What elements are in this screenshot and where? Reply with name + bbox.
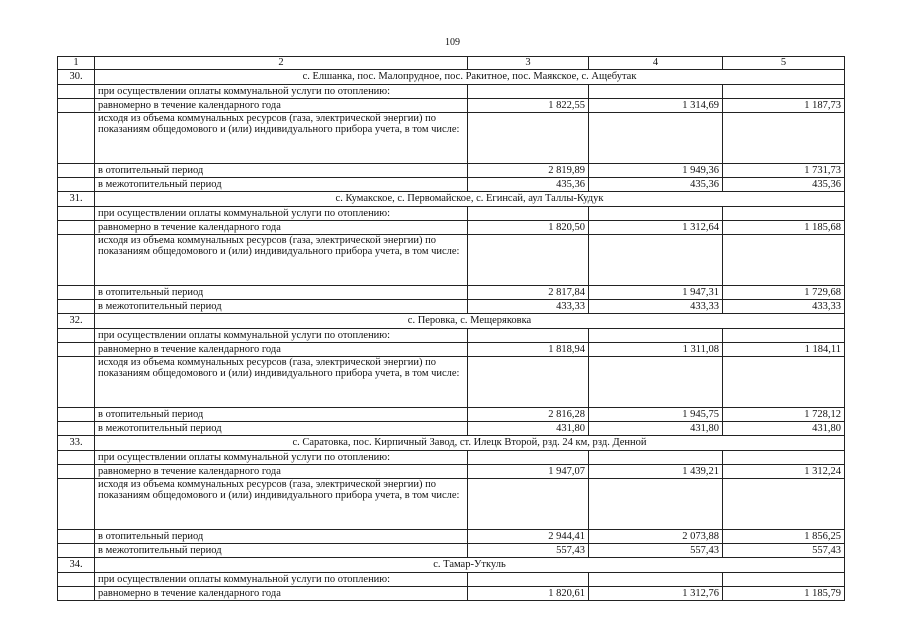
empty-cell (58, 220, 95, 234)
row-label: в отопительный период (95, 529, 468, 543)
section-header-row (58, 313, 845, 328)
empty-cell (723, 234, 845, 285)
empty-cell (723, 478, 845, 529)
value-cell-col5: 1 731,73 (723, 163, 845, 177)
empty-cell (58, 84, 95, 98)
value-cell-col4: 1 439,21 (589, 464, 723, 478)
section-locality: с. Тамар-Уткуль (95, 557, 845, 572)
value-cell-col5: 1 185,68 (723, 220, 845, 234)
empty-cell (589, 234, 723, 285)
value-cell-col5: 1 729,68 (723, 285, 845, 299)
section-locality: с. Саратовка, пос. Кирпичный Завод, ст. Илецк Второй, рзд. 24 км, рзд. Денной (95, 435, 845, 450)
heating-period-row (58, 285, 845, 299)
section-number: 30. (58, 69, 95, 84)
value-cell-col3: 1 820,50 (468, 220, 589, 234)
empty-cell (58, 450, 95, 464)
value-cell-col5: 1 187,73 (723, 98, 845, 112)
empty-cell (58, 342, 95, 356)
row-label: исходя из объема коммунальных ресурсов (газа, электрической энергии) по показаниям общедомового и (или) индивидуального прибора учета, в том числе: (95, 234, 468, 285)
value-cell-col4: 2 073,88 (589, 529, 723, 543)
empty-cell (723, 206, 845, 220)
value-cell-col5: 1 184,11 (723, 342, 845, 356)
section-number: 33. (58, 435, 95, 450)
row-label: равномерно в течение календарного года (95, 220, 468, 234)
empty-cell (723, 328, 845, 342)
section-locality: с. Елшанка, пос. Малопрудное, пос. Ракитное, пос. Маякское, с. Ащебутак (95, 69, 845, 84)
uniform-row (58, 464, 845, 478)
off-season-row (58, 299, 845, 313)
empty-cell (589, 84, 723, 98)
empty-cell (723, 450, 845, 464)
row-label: в отопительный период (95, 407, 468, 421)
value-cell-col4: 431,80 (589, 421, 723, 435)
empty-cell (58, 572, 95, 586)
section-header-row (58, 557, 845, 572)
value-cell-col5: 435,36 (723, 177, 845, 191)
empty-cell (58, 299, 95, 313)
value-cell-col3: 433,33 (468, 299, 589, 313)
uniform-row (58, 220, 845, 234)
value-cell-col4: 433,33 (589, 299, 723, 313)
heading-row (58, 206, 845, 220)
value-cell-col3: 1 822,55 (468, 98, 589, 112)
column-header: 1 (58, 57, 95, 70)
empty-cell (58, 234, 95, 285)
heading-row (58, 450, 845, 464)
row-label: при осуществлении оплаты коммунальной услуги по отоплению: (95, 84, 468, 98)
value-cell-col4: 557,43 (589, 543, 723, 557)
heading-row (58, 84, 845, 98)
empty-cell (723, 572, 845, 586)
empty-cell (58, 586, 95, 600)
value-cell-col3: 1 947,07 (468, 464, 589, 478)
value-cell-col3: 431,80 (468, 421, 589, 435)
row-label: при осуществлении оплаты коммунальной услуги по отоплению: (95, 572, 468, 586)
empty-cell (58, 177, 95, 191)
empty-cell (589, 356, 723, 407)
value-cell-col5: 433,33 (723, 299, 845, 313)
empty-cell (58, 478, 95, 529)
empty-cell (58, 464, 95, 478)
empty-cell (468, 328, 589, 342)
empty-cell (58, 543, 95, 557)
row-label: равномерно в течение календарного года (95, 464, 468, 478)
consumption-row (58, 478, 845, 529)
empty-cell (468, 356, 589, 407)
empty-cell (468, 572, 589, 586)
row-label: в межотопительный период (95, 177, 468, 191)
empty-cell (58, 328, 95, 342)
row-label: в межотопительный период (95, 543, 468, 557)
empty-cell (58, 98, 95, 112)
empty-cell (723, 84, 845, 98)
empty-cell (58, 112, 95, 163)
row-label: в отопительный период (95, 285, 468, 299)
row-label: в отопительный период (95, 163, 468, 177)
row-label: при осуществлении оплаты коммунальной услуги по отоплению: (95, 206, 468, 220)
column-header: 4 (589, 57, 723, 70)
empty-cell (589, 572, 723, 586)
empty-cell (589, 112, 723, 163)
heating-period-row (58, 529, 845, 543)
column-header-row (58, 57, 845, 70)
consumption-row (58, 234, 845, 285)
value-cell-col3: 1 818,94 (468, 342, 589, 356)
value-cell-col3: 2 817,84 (468, 285, 589, 299)
row-label: исходя из объема коммунальных ресурсов (газа, электрической энергии) по показаниям общедомового и (или) индивидуального прибора учета, в том числе: (95, 356, 468, 407)
value-cell-col5: 431,80 (723, 421, 845, 435)
heading-row (58, 328, 845, 342)
section-number: 31. (58, 191, 95, 206)
value-cell-col4: 1 947,31 (589, 285, 723, 299)
value-cell-col5: 1 312,24 (723, 464, 845, 478)
section-locality: с. Кумакское, с. Первомайское, с. Егинсай, аул Таллы-Кудук (95, 191, 845, 206)
empty-cell (58, 206, 95, 220)
value-cell-col5: 1 728,12 (723, 407, 845, 421)
section-number: 34. (58, 557, 95, 572)
off-season-row (58, 543, 845, 557)
section-header-row (58, 435, 845, 450)
value-cell-col5: 1 856,25 (723, 529, 845, 543)
heading-row (58, 572, 845, 586)
tariff-table (57, 56, 845, 601)
value-cell-col3: 2 816,28 (468, 407, 589, 421)
value-cell-col4: 1 945,75 (589, 407, 723, 421)
value-cell-col4: 1 949,36 (589, 163, 723, 177)
uniform-row (58, 342, 845, 356)
empty-cell (58, 285, 95, 299)
uniform-row (58, 586, 845, 600)
value-cell-col5: 1 185,79 (723, 586, 845, 600)
column-header: 3 (468, 57, 589, 70)
value-cell-col5: 557,43 (723, 543, 845, 557)
empty-cell (468, 112, 589, 163)
row-label: исходя из объема коммунальных ресурсов (газа, электрической энергии) по показаниям общедомового и (или) индивидуального прибора учета, в том числе: (95, 112, 468, 163)
row-label: равномерно в течение календарного года (95, 342, 468, 356)
value-cell-col4: 1 314,69 (589, 98, 723, 112)
heating-period-row (58, 163, 845, 177)
value-cell-col4: 435,36 (589, 177, 723, 191)
section-header-row (58, 191, 845, 206)
tariff-table-body (58, 57, 845, 601)
section-locality: с. Перовка, с. Мещеряковка (95, 313, 845, 328)
empty-cell (468, 206, 589, 220)
empty-cell (589, 206, 723, 220)
page-number: 109 (445, 37, 460, 48)
section-header-row (58, 69, 845, 84)
consumption-row (58, 356, 845, 407)
row-label: при осуществлении оплаты коммунальной услуги по отоплению: (95, 450, 468, 464)
empty-cell (58, 421, 95, 435)
empty-cell (58, 407, 95, 421)
empty-cell (468, 450, 589, 464)
value-cell-col3: 2 944,41 (468, 529, 589, 543)
empty-cell (589, 328, 723, 342)
off-season-row (58, 421, 845, 435)
empty-cell (468, 478, 589, 529)
empty-cell (468, 84, 589, 98)
off-season-row (58, 177, 845, 191)
column-header: 2 (95, 57, 468, 70)
row-label: равномерно в течение календарного года (95, 98, 468, 112)
row-label: при осуществлении оплаты коммунальной услуги по отоплению: (95, 328, 468, 342)
value-cell-col4: 1 312,64 (589, 220, 723, 234)
section-number: 32. (58, 313, 95, 328)
consumption-row (58, 112, 845, 163)
value-cell-col3: 1 820,61 (468, 586, 589, 600)
empty-cell (589, 450, 723, 464)
column-header: 5 (723, 57, 845, 70)
empty-cell (723, 356, 845, 407)
value-cell-col3: 2 819,89 (468, 163, 589, 177)
row-label: равномерно в течение календарного года (95, 586, 468, 600)
empty-cell (58, 356, 95, 407)
empty-cell (589, 478, 723, 529)
empty-cell (58, 529, 95, 543)
value-cell-col3: 557,43 (468, 543, 589, 557)
heating-period-row (58, 407, 845, 421)
value-cell-col4: 1 311,08 (589, 342, 723, 356)
row-label: исходя из объема коммунальных ресурсов (газа, электрической энергии) по показаниям общедомового и (или) индивидуального прибора учета, в том числе: (95, 478, 468, 529)
uniform-row (58, 98, 845, 112)
empty-cell (468, 234, 589, 285)
row-label: в межотопительный период (95, 421, 468, 435)
row-label: в межотопительный период (95, 299, 468, 313)
empty-cell (58, 163, 95, 177)
value-cell-col3: 435,36 (468, 177, 589, 191)
empty-cell (723, 112, 845, 163)
value-cell-col4: 1 312,76 (589, 586, 723, 600)
